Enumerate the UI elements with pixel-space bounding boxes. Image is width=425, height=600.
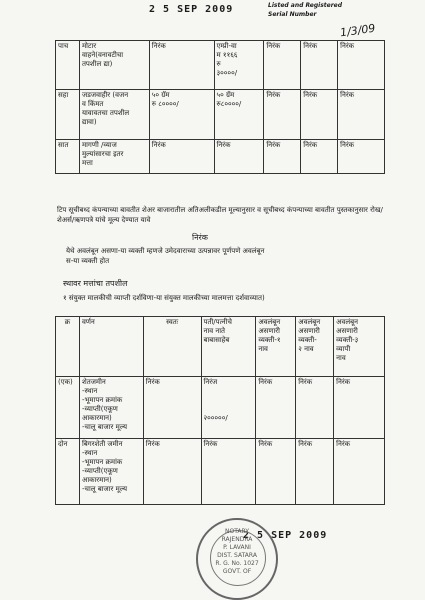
immovable-assets-table — [55, 316, 385, 505]
cell-spouse: निरंज २०००००/ — [201, 377, 256, 439]
cell-dependent-2: निरंक — [301, 140, 338, 174]
notary-seal-text: NOTARY RAJENDRA P. LAVANI DIST. SATARA R. G. No. 1027 GOVT. OF — [215, 528, 259, 575]
row-number: सात — [56, 140, 80, 174]
cell-dependent-1: निरंक — [264, 140, 301, 174]
row-number: (एक) — [56, 377, 80, 439]
handwritten-page-mark: 1/3/09 — [339, 21, 377, 40]
cell-self: निरंक — [143, 377, 201, 439]
cell-dependent-2: निरंक — [296, 439, 334, 505]
cell-self: निरंक — [149, 41, 214, 90]
cell-dependent-1: निरंक — [256, 377, 296, 439]
header-dependent-1: अवलंबून असणारी व्यक्ती-१ नाव — [256, 317, 296, 377]
cell-dependent-3: निरंक — [338, 90, 385, 140]
cell-dependent-1: निरंक — [256, 439, 296, 505]
assets-table-top — [55, 40, 385, 174]
header-number: क्र — [56, 317, 80, 377]
cell-dependent-3: निरंक — [338, 140, 385, 174]
row-description: बिगरशेती जमीन -स्थान -भूमापन क्रमांक -व्याप्ती(एकूण आकारमान) -चालू बाजार मूल्य — [79, 439, 143, 505]
immovable-assets-heading: स्थावर मत्तांचा तपशील — [63, 279, 128, 288]
row-description: मोटार वाहने(वनावटीचा तपशील द्या) — [79, 41, 149, 90]
cell-dependent-2: निरंक — [301, 90, 338, 140]
row-number: दोन — [56, 439, 80, 505]
cell-dependent-3: निरंक — [338, 41, 385, 90]
cell-spouse: एम्प्री-वा म ११६६ रु ३००००/ — [214, 41, 264, 90]
registered-label: Listed and Registered — [268, 2, 343, 9]
immovable-assets-subtitle: १ संयुक्त मालकीची व्याप्ती दर्शविणा-या संयुक्त मालकीच्या मालमत्ता दर्शवाव्यात) — [63, 294, 265, 302]
header-date-stamp: 2 5 SEP 2009 — [149, 4, 234, 15]
row-description: जडजवाहीर (वजन व किंमत यावावतचा तपशील द्यावा) — [79, 90, 149, 140]
table-row — [56, 377, 385, 439]
cell-dependent-1: निरंक — [264, 90, 301, 140]
header-dependent-2: अवलंबून असणारी व्यक्ती- २ नाव — [296, 317, 334, 377]
header-description: वर्णन — [79, 317, 143, 377]
notary-seal — [196, 518, 278, 600]
cell-dependent-3: निरंक — [334, 439, 385, 505]
table-row — [56, 41, 385, 90]
header-dependent-3: अवलंबून असणारी व्यक्ती-३ व्यापी नाव — [334, 317, 385, 377]
header-spouse: पती/पत्नीचे नाव नाते बाबासाहेब — [201, 317, 256, 377]
cell-spouse: निरंक — [214, 140, 264, 174]
table-row — [56, 140, 385, 174]
valuation-note: टिप सूचीबध्द कंपन्याच्या बावतीत शेअर बाजारातील अतिअलीकडील मूल्यानुसार व सूचीबध्द कंपन्याच्या बावतीत पुस्तकानुसार रोख/शेअर्स/ऋणपत्रे यांचे मूल्य देण्यात यावे — [57, 206, 383, 224]
header-self: स्वतः — [143, 317, 201, 377]
table-header-row — [56, 317, 385, 377]
nil-heading: निरंक — [192, 233, 208, 242]
cell-dependent-3: निरंक — [334, 377, 385, 439]
table-row — [56, 90, 385, 140]
row-number: पाच — [56, 41, 80, 90]
serial-label: Serial Number — [268, 11, 317, 18]
row-description: शेतजमीन -स्थान -भूमापन क्रमांक -व्याप्ती(एकूण आकारमान) -चालू बाजार मूल्य — [79, 377, 143, 439]
cell-self: निरंक — [149, 140, 214, 174]
cell-spouse: निरंक — [201, 439, 256, 505]
footer-date-stamp: 2 5 SEP 2009 — [243, 530, 328, 541]
cell-self: निरंक — [143, 439, 201, 505]
cell-dependent-1: निरंक — [264, 41, 301, 90]
row-description: मागणी /व्याज मुल्यांसारचा इतर मत्ता — [79, 140, 149, 174]
cell-spouse: ५० ग्रॅम रु८००००/ — [214, 90, 264, 140]
cell-self: ५० ग्रॅम रु ८००००/ — [149, 90, 214, 140]
cell-dependent-2: निरंक — [301, 41, 338, 90]
table-row — [56, 439, 385, 505]
dependents-definition: येथे अवलंबून असणा-या व्यक्ती म्हणजे उमेदवाराच्या उत्पन्नावर पूर्णपणे अवलंबून स-या व्यक्ती होत — [66, 247, 265, 265]
cell-dependent-2: निरंक — [296, 377, 334, 439]
row-number: सहा — [56, 90, 80, 140]
